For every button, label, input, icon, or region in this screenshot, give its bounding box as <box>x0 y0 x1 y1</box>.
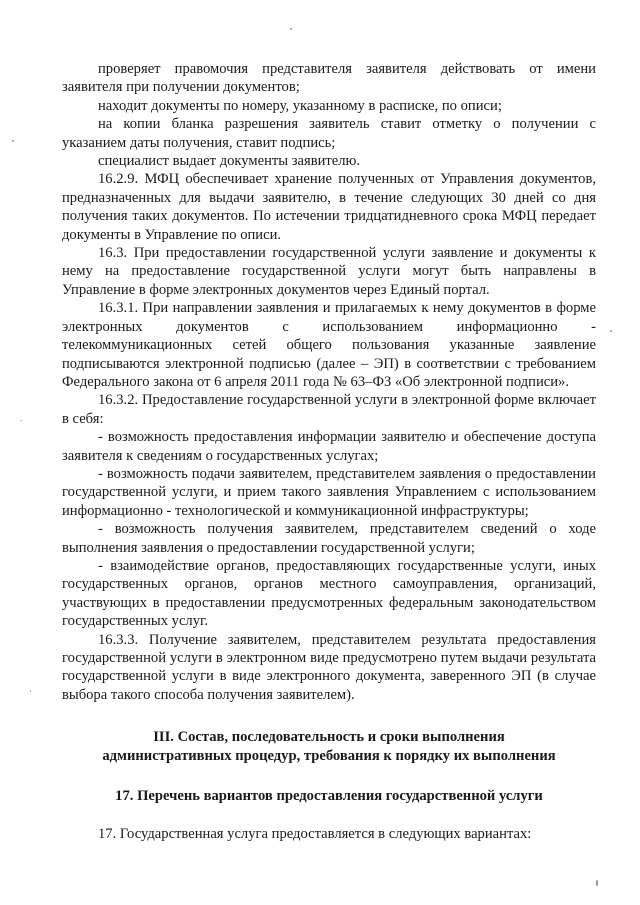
paragraph-17: 17. Государственная услуга предоставляется в следующих вариантах: <box>98 826 532 843</box>
document-page <box>62 60 596 844</box>
list-item: - возможность предоставления информации заявителю и обеспечение доступа заявителя к сведениям о государственных услугах; <box>62 429 596 464</box>
paragraph: специалист выдает документы заявителю. <box>98 153 361 170</box>
section-heading-line: III. Состав, последовательность и сроки выполнения <box>153 729 505 746</box>
section-heading <box>62 728 596 765</box>
paragraph-16-3-2: 16.3.2. Предоставление государственной услуги в электронной форме включает в себя: <box>62 392 596 427</box>
paragraph: проверяет правомочия представителя заявителя действовать от имени заявителя при получении документов; <box>62 61 596 96</box>
paragraph-16-3-3: 16.3.3. Получение заявителем, представителем результата предоставления государственной услуги в электронном виде предусмотрено путем выдачи результата государственной услуги в виде электронного документа, заверенного ЭП (в случае выбора такого способа получения заявителем). <box>62 631 596 703</box>
list-item: - возможность получения заявителем, представителем сведений о ходе выполнения заявления о предоставлении государственной услуги; <box>62 521 596 556</box>
subsection-heading: 17. Перечень вариантов предоставления государственной услуги <box>115 788 543 805</box>
paragraph: на копии бланка разрешения заявитель ставит отметку о получении с указанием даты получения, ставит подпись; <box>62 116 596 151</box>
paragraph-16-2-9: 16.2.9. МФЦ обеспечивает хранение полученных от Управления документов, предназначенных для выдачи заявителю, в течение следующих 30 дней со дня получения таких документов. По истечении тридцатидневного срока МФЦ передает документы в Управление по описи. <box>62 171 596 243</box>
list-item: - возможность подачи заявителем, представителем заявления о предоставлении государственной услуги, и прием такого заявления Управлением с использованием информационно - технологической и коммуникационной инфраструктуры; <box>62 465 596 519</box>
paragraph-16-3-1: 16.3.1. При направлении заявления и прилагаемых к нему документов в форме электронных документов с использованием информационно - телекоммуникационных сетей общего пользования указанные заявление подписываются электронной подписью (далее – ЭП) в соответствии с требованием Федерального закона от 6 апреля 2011 года № 63–ФЗ «Об электронной подписи». <box>62 300 596 390</box>
section-heading-line: административных процедур, требования к порядку их выполнения <box>102 747 556 764</box>
paragraph-16-3: 16.3. При предоставлении государственной услуги заявление и документы к нему на предоставление государственной услуги могут быть направлены в Управление в форме электронных документов через Единый портал. <box>62 245 596 298</box>
list-item: - взаимодействие органов, предоставляющих государственные услуги, иных государственных органов, органов местного самоуправления, организаций, участвующих в предоставлении предусмотренных федеральным законодательством государственных услуг. <box>62 557 596 630</box>
paragraph: находит документы по номеру, указанному в расписке, по описи; <box>98 97 502 114</box>
